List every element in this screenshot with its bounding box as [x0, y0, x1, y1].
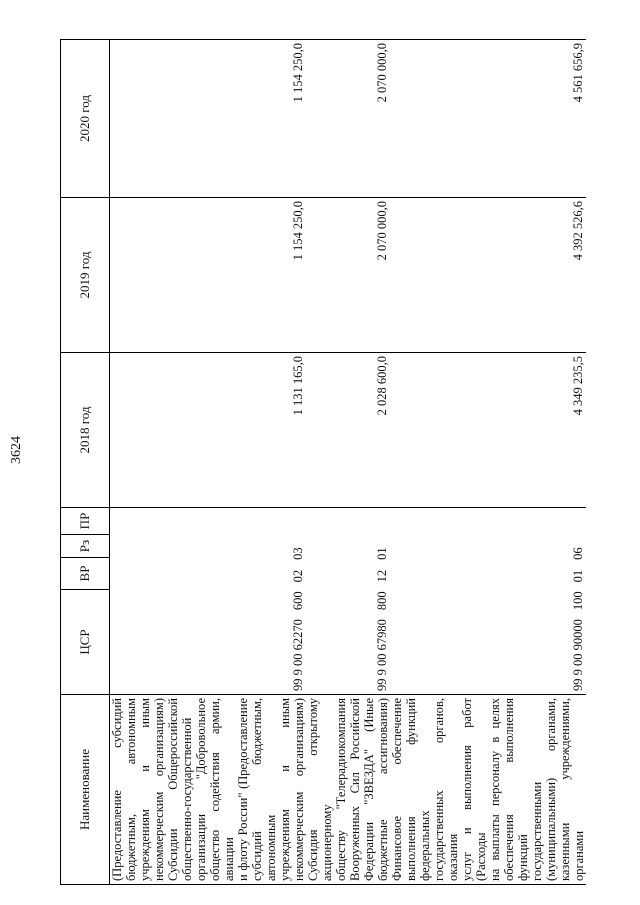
vr-code: 600: [291, 591, 305, 611]
row-name-cell: [110, 695, 167, 885]
rz-code: 01: [571, 569, 585, 583]
row-name-line: Субсидия открытому акционерному: [306, 698, 334, 881]
table-row: [166, 40, 306, 885]
amount-2020: 4 561 656,9: [390, 40, 586, 198]
row-name-line: (муниципальными) органами,: [544, 698, 558, 881]
csr-code: 99 9 00 62270: [291, 619, 305, 691]
row-code-cell: [306, 508, 390, 695]
amount-2018: [110, 353, 167, 508]
row-code-cell: [390, 508, 586, 695]
row-name-line: бюджетным, автономным: [124, 698, 138, 881]
amount-2018: 2 028 600,0: [306, 353, 390, 508]
amount-2020: [110, 40, 167, 198]
row-name-cell: [166, 695, 306, 885]
row-name-line: (Предоставление субсидий: [110, 698, 124, 881]
row-name-line: на выплаты персоналу в целях: [488, 698, 502, 881]
row-name-line: некоммерческим организациям): [152, 698, 166, 881]
row-name-line: и флоту России" (Предоставление: [236, 698, 250, 881]
col-header-2018: 2018 год: [61, 353, 110, 508]
page-number: 3624: [9, 436, 24, 464]
amount-2020: 1 154 250,0: [166, 40, 306, 198]
row-name-line: казенными учреждениями, органами: [558, 698, 586, 881]
rz-code: 02: [291, 569, 305, 583]
row-name-cell: [306, 695, 390, 885]
col-header-2019: 2019 год: [61, 198, 110, 353]
csr-code: 99 9 00 67980: [375, 619, 389, 691]
col-header-vr: ВР: [61, 558, 110, 590]
amount-2019: 4 392 526,6: [390, 198, 586, 353]
row-name-line: бюджетные ассигнования): [376, 698, 390, 881]
amount-2018: 1 131 165,0: [166, 353, 306, 508]
row-name-cell: [390, 695, 586, 885]
row-name-line: обществу "Телерадиокомпания: [334, 698, 348, 881]
amount-2018: 4 349 235,5: [390, 353, 586, 508]
col-header-name: Наименование: [61, 695, 110, 885]
table-header-row: [61, 40, 110, 885]
row-name-line: выполнения функций федеральных: [404, 698, 432, 881]
table-row: [390, 40, 586, 885]
row-name-line: Вооруженных Сил Российской: [348, 698, 362, 881]
rz-code: 12: [375, 569, 389, 583]
row-name-line: некоммерческим организациям): [292, 698, 306, 881]
row-name-line: Федерации "ЗВЕЗДА" (Иные: [362, 698, 376, 881]
row-name-line: обеспечения выполнения функций: [502, 698, 530, 881]
row-name-line: государственных органов, оказания: [432, 698, 460, 881]
col-header-csr: ЦСР: [61, 590, 110, 695]
table-row: [306, 40, 390, 885]
pr-code: 06: [571, 547, 585, 560]
row-code-cell: [166, 508, 306, 695]
col-header-2020: 2020 год: [61, 40, 110, 198]
row-name-line: общество содействия армии, авиации: [208, 698, 236, 881]
row-name-line: услуг и выполнения работ (Расходы: [460, 698, 488, 881]
col-header-rz: Рз: [61, 535, 110, 558]
budget-table: [60, 39, 586, 885]
table-row: [110, 40, 167, 885]
pr-code: 01: [375, 547, 389, 560]
row-name-line: субсидий бюджетным, автономным: [250, 698, 278, 881]
row-code-cell: [110, 508, 167, 695]
row-name-line: учреждениям и иным: [138, 698, 152, 881]
row-name-line: организации "Добровольное: [194, 698, 208, 881]
row-name-line: общественно-государственной: [180, 717, 194, 881]
vr-code: 100: [571, 591, 585, 611]
amount-2020: 2 070 000,0: [306, 40, 390, 198]
amount-2019: 1 154 250,0: [166, 198, 306, 353]
vr-code: 800: [375, 591, 389, 611]
row-name-line: государственными: [530, 781, 544, 881]
row-name-line: Субсидии Общероссийской: [166, 698, 180, 881]
amount-2019: [110, 198, 167, 353]
col-header-pr: ПР: [61, 508, 110, 535]
csr-code: 99 9 00 90000: [571, 619, 585, 691]
pr-code: 03: [291, 547, 305, 560]
row-name-line: учреждениям и иным: [278, 698, 292, 881]
table-body: [110, 40, 587, 885]
row-name-line: Финансовое обеспечение: [390, 698, 404, 881]
amount-2019: 2 070 000,0: [306, 198, 390, 353]
